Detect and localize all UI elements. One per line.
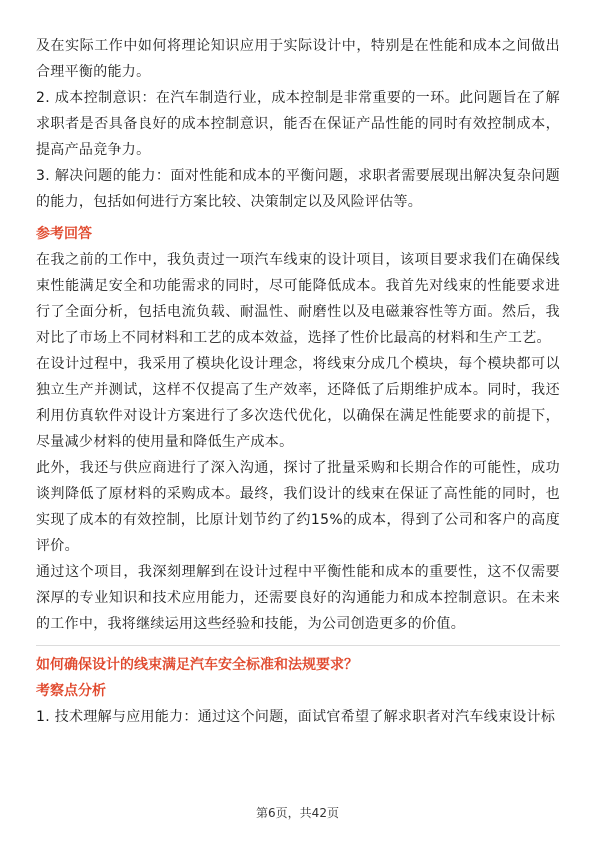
- paragraph: 及在实际工作中如何将理论知识应用于实际设计中，特别是在性能和成本之间做出合理平衡的能力。: [36, 38, 560, 80]
- paragraph: 3. 解决问题的能力：面对性能和成本的平衡问题，求职者需要展现出解决复杂问题的能力，包括如何进行方案比较、决策制定以及风险评估等。: [36, 168, 560, 210]
- document-page: [36, 33, 560, 730]
- paragraph: 此外，我还与供应商进行了深入沟通，探讨了批量采购和长期合作的可能性，成功谈判降低了原材料的采购成本。最终，我们设计的线束在保证了高性能的同时，也实现了成本的有效控制，比原计划节约了约15%的成本，得到了公司和客户的高度评价。: [36, 460, 560, 554]
- paragraph: 在我之前的工作中，我负责过一项汽车线束的设计项目，该项目要求我们在确保线束性能满足安全和功能需求的同时，尽可能降低成本。我首先对线束的性能要求进行了全面分析，包括电流负载、耐温性、耐磨性以及电磁兼容性等方面。然后，我对比了市场上不同材料和工艺的成本效益，选择了性价比最高的材料和生产工艺。: [36, 252, 560, 346]
- paragraph: 2. 成本控制意识：在汽车制造行业，成本控制是非常重要的一环。此问题旨在了解求职者是否具备良好的成本控制意识，能否在保证产品性能的同时有效控制成本，提高产品竞争力。: [36, 90, 560, 158]
- paragraph: 在设计过程中，我采用了模块化设计理念，将线束分成几个模块，每个模块都可以独立生产并测试，这样不仅提高了生产效率，还降低了后期维护成本。同时，我还利用仿真软件对设计方案进行了多次迭代优化，以确保在满足性能要求的前提下，尽量减少材料的使用量和降低生产成本。: [36, 356, 560, 450]
- page-number-footer: 第6页，共42页: [256, 806, 339, 820]
- reference-answer-heading: 参考回答: [36, 226, 92, 242]
- paragraph: 1. 技术理解与应用能力：通过这个问题，面试官希望了解求职者对汽车线束设计标: [36, 709, 556, 725]
- question-title: 如何确保设计的线束满足汽车安全标准和法规要求？: [36, 657, 358, 673]
- section-divider: [36, 645, 560, 646]
- paragraph: 通过这个项目，我深刻理解到在设计过程中平衡性能和成本的重要性，这不仅需要深厚的专业知识和技术应用能力，还需要良好的沟通能力和成本控制意识。在未来的工作中，我将继续运用这些经验和技能，为公司创造更多的价值。: [36, 564, 560, 632]
- analysis-heading: 考察点分析: [36, 683, 106, 699]
